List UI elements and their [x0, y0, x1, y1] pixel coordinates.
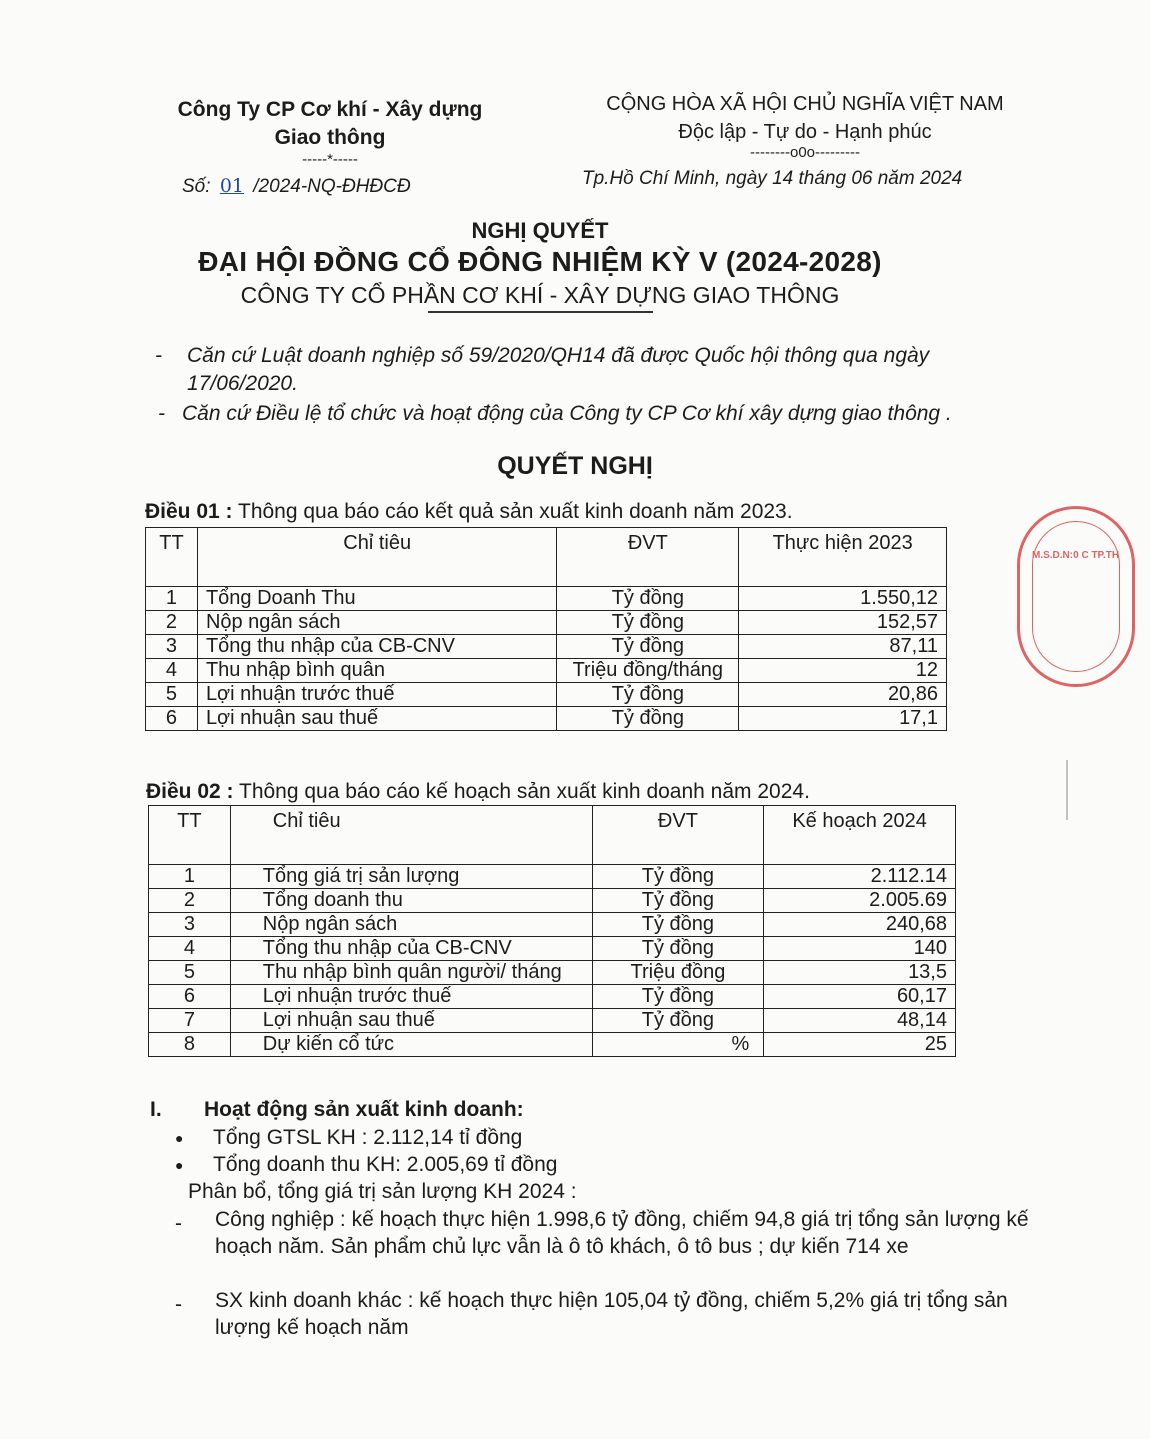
company-header [150, 96, 510, 168]
article-2-label: Điều 02 : [146, 780, 234, 803]
article-1-heading [145, 500, 793, 524]
header-indicator: Chỉ tiêu [230, 806, 592, 865]
row-tt: 3 [146, 635, 198, 659]
header-indicator: Chỉ tiêu [197, 528, 556, 587]
row-value: 152,57 [739, 611, 947, 635]
legal-basis-2 [158, 400, 1028, 428]
resolution-heading: QUYẾT NGHỊ [497, 452, 653, 480]
allocation-text: SX kinh doanh khác : kế hoạch thực hiện 105,04 tỷ đồng, chiếm 5,2% giá trị tổng sản lượng kế hoạch năm [215, 1289, 1008, 1339]
row-value: 20,86 [739, 683, 947, 707]
bullet-text: Tổng doanh thu KH: 2.005,69 tỉ đồng [213, 1153, 558, 1176]
row-unit: Tỷ đồng [592, 985, 764, 1009]
row-unit: Triệu đồng/tháng [557, 659, 739, 683]
table-row [146, 683, 947, 707]
row-indicator: Lợi nhuận trước thuế [230, 985, 592, 1009]
row-value: 140 [764, 937, 956, 961]
row-value: 13,5 [764, 961, 956, 985]
handwritten-number: 01 [219, 175, 244, 197]
row-tt: 4 [146, 659, 198, 683]
company-name-line1: Công Ty CP Cơ khí - Xây dựng [177, 98, 483, 121]
company-name-line2: Giao thông [274, 126, 386, 149]
national-motto: Độc lập - Tự do - Hạnh phúc [678, 121, 932, 143]
results-2023-table [145, 527, 947, 731]
row-unit: Tỷ đồng [557, 635, 739, 659]
row-value: 17,1 [739, 707, 947, 731]
document-date: Tp.Hồ Chí Minh, ngày 14 tháng 06 năm 2024 [582, 168, 963, 189]
doc-type-title: NGHỊ QUYẾT [471, 218, 609, 243]
header-unit: ĐVT [592, 806, 764, 865]
country-name: CỘNG HÒA XÃ HỘI CHỦ NGHĨA VIỆT NAM [606, 93, 1004, 115]
row-value: 240,68 [764, 913, 956, 937]
row-unit: Tỷ đồng [592, 913, 764, 937]
row-indicator: Lợi nhuận sau thuế [197, 707, 556, 731]
table-row [149, 913, 956, 937]
row-indicator: Thu nhập bình quân người/ tháng [230, 961, 592, 985]
row-unit: Tỷ đồng [592, 1009, 764, 1033]
row-unit: Tỷ đồng [557, 707, 739, 731]
row-tt: 8 [149, 1033, 231, 1057]
allocation-item-industry [175, 1206, 1035, 1260]
article-1-text: Thông qua báo cáo kết quả sản xuất kinh doanh năm 2023. [232, 500, 793, 523]
table-row [149, 865, 956, 889]
row-indicator: Tổng giá trị sản lượng [230, 865, 592, 889]
row-indicator: Tổng thu nhập của CB-CNV [230, 937, 592, 961]
row-tt: 3 [149, 913, 231, 937]
row-indicator: Tổng Doanh Thu [197, 587, 556, 611]
motto-separator: --------o0o--------- [750, 144, 860, 161]
so-prefix: Số: [182, 176, 211, 197]
table-row [149, 985, 956, 1009]
bullet-dot-icon: ● [175, 1156, 184, 1173]
company-title: CÔNG TY CỔ PHẦN CƠ KHÍ - XÂY DỰNG GIAO THÔNG [240, 282, 840, 308]
row-indicator: Tổng thu nhập của CB-CNV [197, 635, 556, 659]
row-tt: 6 [149, 985, 231, 1009]
header-unit: ĐVT [557, 528, 739, 587]
header-tt: TT [149, 806, 231, 865]
legal-basis-1 [155, 342, 1025, 398]
allocation-intro: Phân bổ, tổng giá trị sản lượng KH 2024 : [188, 1180, 577, 1203]
row-value: 48,14 [764, 1009, 956, 1033]
section-title: Hoạt động sản xuất kinh doanh: [204, 1098, 524, 1121]
table-row [149, 1009, 956, 1033]
dash-marker: - [175, 1212, 182, 1235]
row-indicator: Lợi nhuận trước thuế [197, 683, 556, 707]
article-2-text: Thông qua báo cáo kế hoạch sản xuất kinh doanh năm 2024. [233, 780, 810, 803]
legal-basis-text: Căn cứ Luật doanh nghiệp số 59/2020/QH14 đã được Quốc hội thông qua ngày 17/06/2020. [187, 344, 930, 395]
row-tt: 6 [146, 707, 198, 731]
row-unit: Triệu đồng [592, 961, 764, 985]
table-row [146, 659, 947, 683]
row-unit: Tỷ đồng [557, 683, 739, 707]
meeting-title: ĐẠI HỘI ĐỒNG CỔ ĐÔNG NHIỆM KỲ V (2024-2028) [198, 246, 882, 277]
header-plan-2024: Kế hoạch 2024 [764, 806, 956, 865]
table-row [146, 635, 947, 659]
row-unit: Tỷ đồng [557, 587, 739, 611]
allocation-item-other [175, 1287, 1035, 1341]
article-1-label: Điều 01 : [145, 500, 233, 523]
row-value: 2.005.69 [764, 889, 956, 913]
row-tt: 5 [146, 683, 198, 707]
row-tt: 1 [149, 865, 231, 889]
seal-text: M.S.D.N:0 C TP.TH [1032, 550, 1120, 561]
table-row [149, 889, 956, 913]
company-separator: -----*----- [302, 151, 358, 168]
table-row [149, 937, 956, 961]
dash-marker: - [175, 1293, 182, 1316]
row-tt: 4 [149, 937, 231, 961]
document-number [182, 175, 411, 198]
row-value: 12 [739, 659, 947, 683]
table-row [149, 961, 956, 985]
header-actual-2023: Thực hiện 2023 [739, 528, 947, 587]
row-tt: 2 [146, 611, 198, 635]
seal-inner-ring [1032, 521, 1120, 672]
table-row [149, 1033, 956, 1057]
row-value: 60,17 [764, 985, 956, 1009]
row-tt: 2 [149, 889, 231, 913]
header-tt: TT [146, 528, 198, 587]
row-indicator: Tổng doanh thu [230, 889, 592, 913]
row-indicator: Nộp ngân sách [230, 913, 592, 937]
title-underline [428, 311, 653, 313]
row-indicator: Thu nhập bình quân [197, 659, 556, 683]
row-value: 87,11 [739, 635, 947, 659]
row-unit: % [592, 1033, 764, 1057]
dash-marker: - [155, 344, 162, 367]
national-header [590, 90, 1020, 160]
section-numeral: I. [150, 1098, 162, 1121]
row-value: 2.112.14 [764, 865, 956, 889]
company-seal-stamp [1017, 506, 1135, 687]
row-unit: Tỷ đồng [557, 611, 739, 635]
table-header-row [146, 528, 947, 587]
plan-2024-table [148, 805, 956, 1057]
row-value: 1.550,12 [739, 587, 947, 611]
row-tt: 7 [149, 1009, 231, 1033]
legal-basis-text: Căn cứ Điều lệ tổ chức và hoạt động của Công ty CP Cơ khí xây dựng giao thông . [182, 402, 952, 425]
row-indicator: Nộp ngân sách [197, 611, 556, 635]
row-tt: 1 [146, 587, 198, 611]
article-2-heading [146, 780, 810, 804]
table-row [146, 707, 947, 731]
so-suffix: /2024-NQ-ĐHĐCĐ [253, 176, 411, 197]
dash-marker: - [158, 402, 165, 425]
table-header-row [149, 806, 956, 865]
row-indicator: Lợi nhuận sau thuế [230, 1009, 592, 1033]
row-unit: Tỷ đồng [592, 889, 764, 913]
bullet-item [175, 1151, 557, 1179]
row-value: 25 [764, 1033, 956, 1057]
bullet-dot-icon: ● [175, 1129, 184, 1146]
section-1-heading [150, 1098, 524, 1122]
bullet-text: Tổng GTSL KH : 2.112,14 tỉ đồng [213, 1126, 523, 1149]
table-row [146, 611, 947, 635]
row-unit: Tỷ đồng [592, 937, 764, 961]
row-indicator: Dự kiến cổ tức [230, 1033, 592, 1057]
bullet-item [175, 1124, 522, 1152]
row-tt: 5 [149, 961, 231, 985]
table-row [146, 587, 947, 611]
allocation-text: Công nghiệp : kế hoạch thực hiện 1.998,6 tỷ đồng, chiếm 94,8 giá trị tổng sản lượng kế hoạch năm. Sản phẩm chủ lực vẫn là ô tô khách, ô tô bus ; dự kiến 714 xe [215, 1208, 1029, 1258]
row-unit: Tỷ đồng [592, 865, 764, 889]
scan-edge-mark [1066, 760, 1068, 820]
